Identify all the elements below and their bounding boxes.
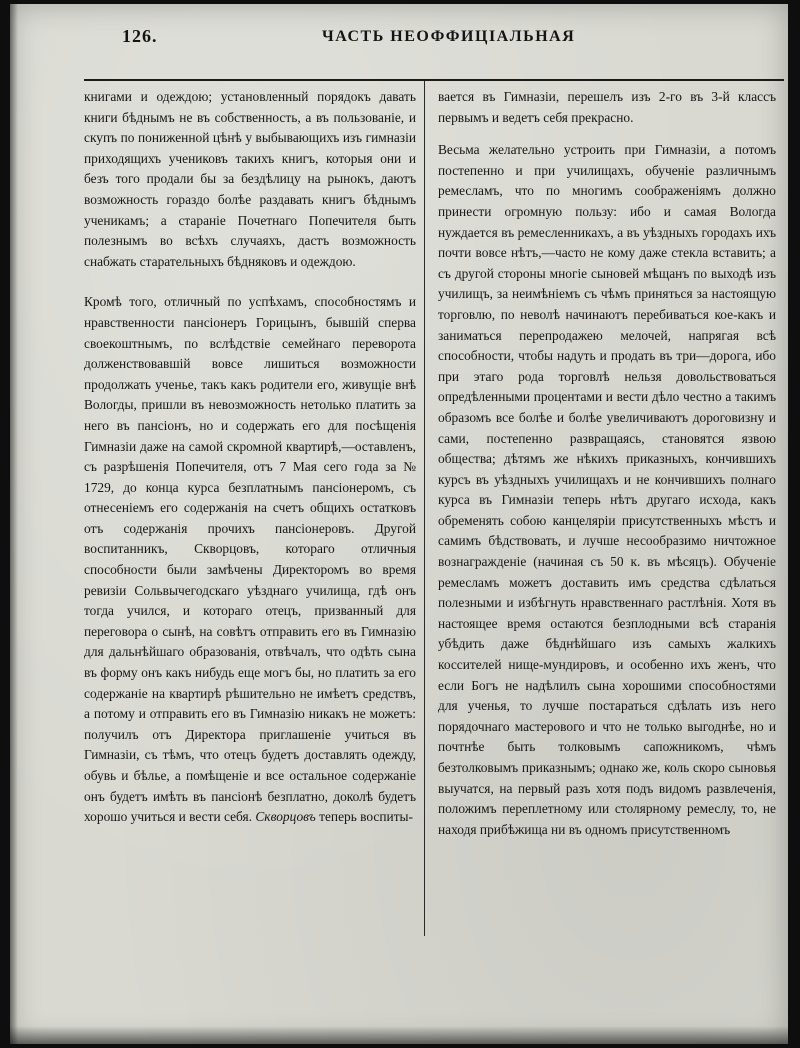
left-paragraph-2-body: Кромѣ того, отличный по успѣхамъ, способностямъ и нравственности пансіонеръ Горицынъ, бывшій сперва своекоштнымъ, по вслѣдствіе семейнаго переворота долженствовавшій вовсе лишиться возможности продолжать ученье, такъ какъ родители его, живущіе внѣ Вологды, пришли въ невозможность нетолько платить за него въ пансіонъ, но и содержать его для посѣщенія Гимназіи даже на самой скромной квартирѣ,—оставленъ, съ разрѣшенія Попечителя, отъ 7 Мая сего года за № 1729, до конца курса безплатнымъ пансіонеромъ, съ отнесеніемъ его содержанія на счетъ общихъ остатковъ отъ содержанія прочихъ пансіонеровъ. Другой воспитанникъ, Скворцовъ, котораго отличныя способности были замѣчены Директоромъ во время ревизіи Сольвычегодскаго уѣзднаго училища, гдѣ онъ тогда учился, и котораго отецъ, призванный для переговора о сынѣ, на совѣтъ отправить его въ Гимназію для дальнѣйшаго образованія, отвѣчалъ, что одѣть сына въ форму онъ какъ нибудь еще могъ бы, но платить за его содержаніе на квартирѣ рѣшительно не имѣетъ средствъ, а потому и отправить его въ Гимназію никакъ не можетъ: получилъ отъ Директора приглашеніе учиться въ Гимназіи, съ тѣмъ, что отецъ будетъ доставлять одежду, обувь и бѣлье, а помѣщеніе и все остальное содержаніе онъ будетъ имѣть въ пансіонѣ безплатно, доколѣ будетъ хорошо учиться и вести себя. [84,294,416,825]
page-shadow-bottom [10,1026,788,1044]
right-paragraph-1: вается въ Гимназіи, перешелъ изъ 2-го въ 3-й классъ первымъ и ведетъ себя прекрасно. [438,89,776,125]
page-shadow-left [10,4,18,1044]
right-column [438,87,776,840]
right-paragraph-2: Весьма желательно устроить при Гимназіи, а потомъ постепенно и при училищахъ, обученіе различнымъ ремесламъ, что по многимъ соображеніямъ должно принести огромную пользу: ибо и самая Вологда нуждается въ ремесленникахъ, а въ уѣздныхъ городахъ ихъ почти вовсе нѣтъ,—часто не кому даже стекла вставить; а съ другой стороны многіе сыновей мѣщанъ по выходѣ изъ училищъ, за неимѣніемъ съ чѣмъ приняться за настоящую торговлю, по неволѣ начинаютъ перебиваться кое-какъ и заниматься перепродажею мелочей, напрягая всѣ способности, чтобы надуть и продать въ три—дорога, ибо при этаго рода торговлѣ нельзя довольствоваться опредѣленными процентами и вести дѣло честно а такимъ образомъ все болѣе и болѣе увеличиваютъ дороговизну и сами, постепенно развращаясь, становятся язвою общества; дѣтямъ же нѣкихъ приказныхъ, кончившихъ курсъ въ уѣздныхъ училищахъ и не кончившихъ полнаго курса въ Гимназіи теперь нѣтъ другаго исхода, какъ обременять собою канцеляріи присутственныхъ мѣстъ и самимъ бѣдствовать, и лучше несообразимо ничтожное вознагражденіе (начиная съ 50 к. въ мѣсяцъ). Обученіе ремесламъ можетъ доставить имъ средства сдѣлаться полезными и избѣгнуть нравственнаго растлѣнія. Хотя въ настоящее время остаются безплодными всѣ старанія убѣдить даже бѣднѣйшаго изъ самыхъ жалкихъ коссителей нище-мундировъ, и особенно ихъ женъ, что если Богъ не надѣлилъ сына хорошими способностями для ученья, то лучше постараться сдѣлать изъ него порядочнаго мастерового и что не только выгоднѣе, но и почтнѣе быть толковымъ сапожникомъ, чѣмъ безтолковымъ приказнымъ; однако же, коль скоро сыновья выучатся, на первый разъ хотя подъ видомъ развлеченія, положимъ переплетному или столярному ремеслу, то, не находя прибѣжища ни въ одномъ присутственномъ [438,142,776,837]
book-page [10,4,788,1044]
header-rule [84,79,784,81]
column-divider [424,81,425,936]
left-paragraph-2 [84,292,416,827]
left-column [84,87,416,828]
left-paragraph-1: книгами и одеждою; установленный порядокъ давать книги бѣднымъ не въ собственность, а въ пользованіе, и скупъ по пониженной цѣнѣ у выбывающихъ изъ гимназіи приходящихъ учениковъ такихъ книгъ, которыя они и безъ того продали бы за бездѣлицу на рынокъ, даютъ возможность гораздо болѣе раздавать книгъ бѣднымъ ученикамъ; а стараніе Почетнаго Попечителя быть полезнымъ во всѣхъ случаяхъ, дастъ возможность снабжать старательныхъ бѣдняковъ и одеждою. [84,89,416,269]
running-head: ЧАСТЬ НЕОФФИЦІАЛЬНАЯ [322,28,576,45]
page-header [10,26,788,56]
student-name: Скворцовъ [255,809,316,825]
paragraph-gap [84,272,416,292]
left-paragraph-2-tail: теперь воспиты- [319,809,414,825]
page-number: 126. [122,26,158,46]
paragraph-gap [438,128,776,140]
